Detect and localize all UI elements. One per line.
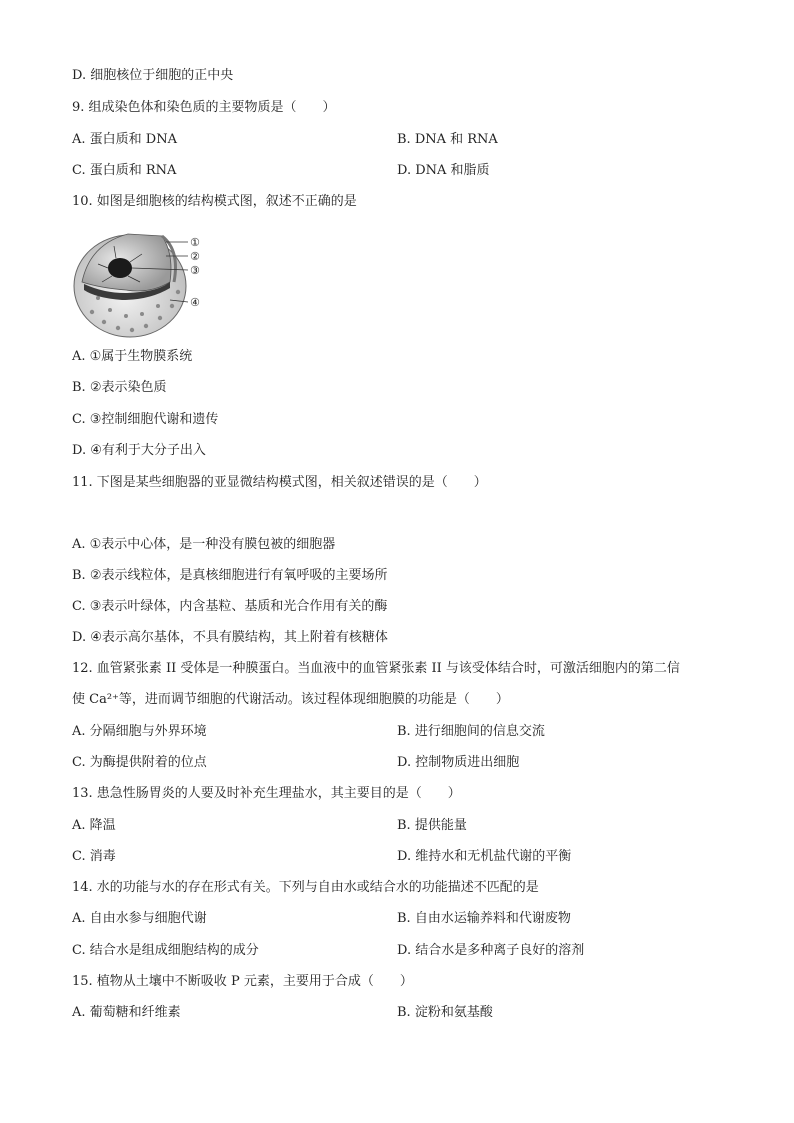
q9-option-c: C. 蛋白质和 RNA [72, 163, 177, 178]
q13-option-d: D. 维持水和无机盐代谢的平衡 [397, 849, 572, 864]
q15-option-a: A. 葡萄糖和纤维素 [72, 1005, 181, 1020]
nucleus-diagram [70, 224, 210, 340]
q12-stem-line1: 12. 血管紧张素 II 受体是一种膜蛋白。当血液中的血管紧张素 II 与该受体结合时，可激活细胞内的第二信 [72, 661, 680, 676]
nucleolus [108, 258, 132, 278]
q10-option-a: A. ①属于生物膜系统 [72, 349, 193, 364]
figure-label-1: ① [190, 236, 200, 249]
q12-option-d: D. 控制物质进出细胞 [397, 755, 520, 770]
q9-option-b: B. DNA 和 RNA [397, 132, 498, 147]
q11-option-c: C. ③表示叶绿体，内含基粒、基质和光合作用有关的酶 [72, 599, 388, 614]
q10-option-b: B. ②表示染色质 [72, 380, 167, 395]
q12-option-a: A. 分隔细胞与外界环境 [72, 724, 207, 739]
q9-option-d: D. DNA 和脂质 [397, 163, 490, 178]
q11-option-d: D. ④表示高尔基体，不具有膜结构，其上附着有核糖体 [72, 630, 388, 645]
q10-option-c: C. ③控制细胞代谢和遗传 [72, 412, 219, 427]
q14-stem: 14. 水的功能与水的存在形式有关。下列与自由水或结合水的功能描述不匹配的是 [72, 880, 539, 895]
q12-stem-line2: 使 Ca²⁺等，进而调节细胞的代谢活动。该过程体现细胞膜的功能是（ ） [72, 692, 509, 707]
q13-option-c: C. 消毒 [72, 849, 116, 864]
q15-stem: 15. 植物从土壤中不断吸收 P 元素，主要用于合成（ ） [72, 974, 413, 989]
q11-option-b: B. ②表示线粒体，是真核细胞进行有氧呼吸的主要场所 [72, 568, 388, 583]
q8-option-d: D. 细胞核位于细胞的正中央 [72, 68, 234, 83]
q13-option-a: A. 降温 [72, 818, 116, 833]
q14-option-a: A. 自由水参与细胞代谢 [72, 911, 207, 926]
q9-option-a: A. 蛋白质和 DNA [72, 132, 177, 147]
q12-option-c: C. 为酶提供附着的位点 [72, 755, 207, 770]
q13-option-b: B. 提供能量 [397, 818, 467, 833]
q11-option-a: A. ①表示中心体，是一种没有膜包被的细胞器 [72, 537, 336, 552]
q10-option-d: D. ④有利于大分子出入 [72, 443, 206, 458]
q14-option-c: C. 结合水是组成细胞结构的成分 [72, 943, 259, 958]
q10-stem: 10. 如图是细胞核的结构模式图，叙述不正确的是 [72, 194, 357, 209]
figure-label-3: ③ [190, 264, 200, 277]
q11-stem: 11. 下图是某些细胞器的亚显微结构模式图，相关叙述错误的是（ ） [72, 475, 487, 490]
q13-stem: 13. 患急性肠胃炎的人要及时补充生理盐水，其主要目的是（ ） [72, 786, 461, 801]
q15-option-b: B. 淀粉和氨基酸 [397, 1005, 493, 1020]
q14-option-d: D. 结合水是多种离子良好的溶剂 [397, 943, 585, 958]
q9-stem: 9. 组成染色体和染色质的主要物质是（ ） [72, 100, 336, 115]
q14-option-b: B. 自由水运输养料和代谢废物 [397, 911, 571, 926]
figure-label-2: ② [190, 250, 200, 263]
q12-option-b: B. 进行细胞间的信息交流 [397, 724, 545, 739]
figure-label-4: ④ [190, 296, 200, 309]
